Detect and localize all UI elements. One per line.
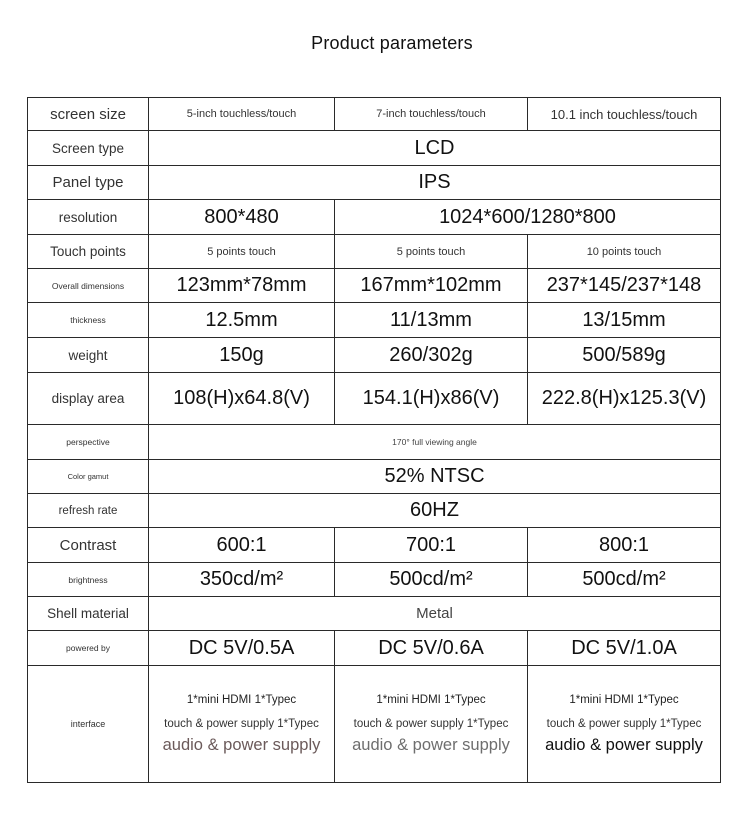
interface-line: touch & power supply 1*Typec — [353, 717, 509, 730]
cell-value: 500cd/m² — [528, 563, 721, 597]
cell-value: DC 5V/0.5A — [149, 631, 335, 666]
cell-value: 170° full viewing angle — [149, 425, 721, 460]
cell-value: LCD — [149, 131, 721, 166]
row-label: brightness — [28, 563, 149, 597]
row-label: interface — [28, 666, 149, 783]
interface-line: audio & power supply — [162, 735, 321, 754]
table-row-display-area — [28, 373, 721, 425]
cell-value: 52% NTSC — [149, 460, 721, 494]
cell-value: 5 points touch — [335, 235, 528, 269]
cell-value: 1024*600/1280*800 — [335, 200, 721, 235]
table-row-powered-by — [28, 631, 721, 666]
interface-line: 1*mini HDMI 1*Typec — [186, 693, 297, 706]
cell-value: Metal — [149, 597, 721, 631]
interface-line: 1*mini HDMI 1*Typec — [376, 693, 486, 706]
table-row-screen-type — [28, 131, 721, 166]
page-title: Product parameters — [311, 33, 473, 53]
table-row-interface — [28, 666, 721, 783]
cell-value: 500/589g — [528, 338, 721, 373]
cell-value: 167mm*102mm — [335, 269, 528, 303]
row-label: Panel type — [28, 166, 149, 200]
cell-value: 10 points touch — [528, 235, 721, 269]
row-label: Contrast — [28, 528, 149, 563]
cell-value: 12.5mm — [149, 303, 335, 338]
row-label: resolution — [28, 200, 149, 235]
table-row-resolution — [28, 200, 721, 235]
interface-line: touch & power supply 1*Typec — [546, 717, 702, 730]
interface-cell — [335, 666, 528, 783]
cell-value: 350cd/m² — [149, 563, 335, 597]
table-row-refresh-rate — [28, 494, 721, 528]
cell-value: DC 5V/1.0A — [528, 631, 721, 666]
table-row-shell-material — [28, 597, 721, 631]
table-row-overall-dimensions — [28, 269, 721, 303]
cell-value: 11/13mm — [335, 303, 528, 338]
cell-value: IPS — [149, 166, 721, 200]
cell-value: 154.1(H)x86(V) — [335, 373, 528, 425]
interface-line: 1*mini HDMI 1*Typec — [569, 693, 679, 706]
cell-value: 237*145/237*148 — [528, 269, 721, 303]
row-label: Screen type — [28, 131, 149, 166]
row-label: display area — [28, 373, 149, 425]
cell-value: 5 points touch — [149, 235, 335, 269]
interface-cell — [149, 666, 335, 783]
row-label: screen size — [28, 98, 149, 131]
cell-value: DC 5V/0.6A — [335, 631, 528, 666]
table-row-weight — [28, 338, 721, 373]
product-parameters-table — [27, 97, 721, 783]
interface-line: audio & power supply — [545, 735, 703, 754]
cell-value: 222.8(H)x125.3(V) — [528, 373, 721, 425]
cell-value: 60HZ — [149, 494, 721, 528]
interface-line: touch & power supply 1*Typec — [164, 717, 319, 730]
row-label: Touch points — [28, 235, 149, 269]
interface-line: audio & power supply — [352, 735, 510, 754]
table-row-brightness — [28, 563, 721, 597]
row-label: refresh rate — [28, 494, 149, 528]
row-label: Overall dimensions — [28, 269, 149, 303]
row-label: Shell material — [28, 597, 149, 631]
table-row-perspective — [28, 425, 721, 460]
cell-value: 7-inch touchless/touch — [335, 98, 528, 131]
cell-value: 800*480 — [149, 200, 335, 235]
cell-value: 600:1 — [149, 528, 335, 563]
cell-value: 10.1 inch touchless/touch — [528, 98, 721, 131]
cell-value: 260/302g — [335, 338, 528, 373]
cell-value: 500cd/m² — [335, 563, 528, 597]
row-label: perspective — [28, 425, 149, 460]
table-row-panel-type — [28, 166, 721, 200]
cell-value: 123mm*78mm — [149, 269, 335, 303]
interface-cell — [528, 666, 721, 783]
table-row-contrast — [28, 528, 721, 563]
row-label: powered by — [28, 631, 149, 666]
cell-value: 150g — [149, 338, 335, 373]
table-row-thickness — [28, 303, 721, 338]
cell-value: 5-inch touchless/touch — [149, 98, 335, 131]
table-row-touch-points — [28, 235, 721, 269]
row-label: thickness — [28, 303, 149, 338]
table-row-color-gamut — [28, 460, 721, 494]
table-row-screen-size — [28, 98, 721, 131]
cell-value: 13/15mm — [528, 303, 721, 338]
cell-value: 700:1 — [335, 528, 528, 563]
row-label: Color gamut — [28, 460, 149, 494]
cell-value: 108(H)x64.8(V) — [149, 373, 335, 425]
row-label: weight — [28, 338, 149, 373]
cell-value: 800:1 — [528, 528, 721, 563]
